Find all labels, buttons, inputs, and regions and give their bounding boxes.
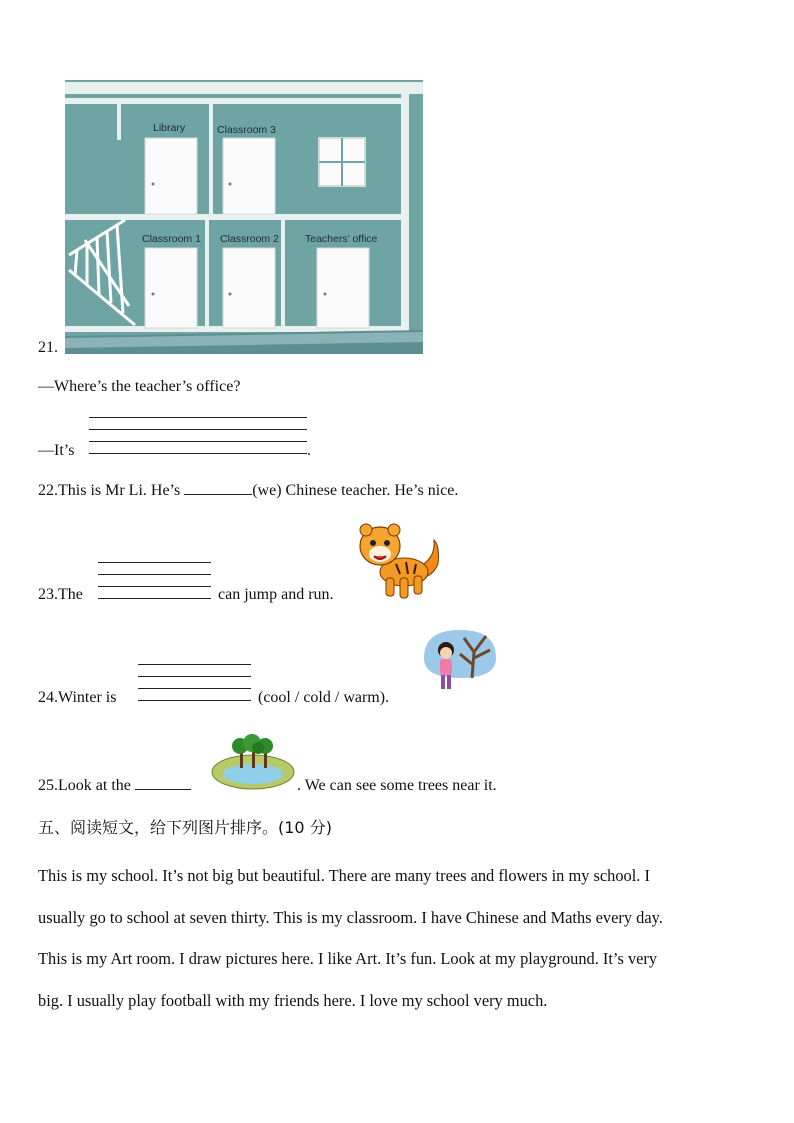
section5-heading: 五、阅读短文，给下列图片排序。(10 分) <box>38 818 332 837</box>
passage-line: This is my Art room. I draw pictures here. I like Art. It’s fun. Look at my playground. It’s very <box>38 949 658 968</box>
library-door <box>145 138 197 214</box>
label-classroom1: Classroom 1 <box>142 233 201 245</box>
teachers-office-door <box>317 248 369 328</box>
q25-line <box>38 777 191 795</box>
q21-question: —Where’s the teacher’s office? <box>38 378 241 395</box>
reading-passage <box>38 855 758 1021</box>
passage-line: big. I usually play football with my friends here. I love my school very much. <box>38 990 548 1010</box>
label-classroom2: Classroom 2 <box>220 233 279 245</box>
classroom3-door <box>223 138 275 214</box>
q23-prefix: 23.The <box>38 586 83 603</box>
q21-number: 21. <box>38 339 58 356</box>
label-classroom3: Classroom 3 <box>217 124 276 136</box>
q21-answer-suffix: . <box>307 442 311 459</box>
q24-suffix: (cool / cold / warm). <box>258 689 390 706</box>
q24-answer-lines[interactable] <box>138 664 251 701</box>
q24-prefix: 24.Winter is <box>38 689 117 706</box>
q22-line <box>38 482 458 500</box>
q25-suffix: . We can see some trees near it. <box>297 777 497 794</box>
girl-tree-picture <box>420 628 500 696</box>
pond-trees-picture <box>210 734 296 792</box>
label-teachers-office: Teachers’ office <box>305 233 378 245</box>
q21-answer-prefix: —It’s <box>38 442 75 459</box>
tiger-picture <box>356 520 444 602</box>
label-library: Library <box>153 122 186 134</box>
q22-prefix: 22.This is Mr Li. He’s <box>38 482 181 499</box>
passage-line: This is my school. It’s not big but beautiful. There are many trees and flowers in my school. I <box>38 866 650 885</box>
classroom2-door <box>223 248 275 328</box>
q23-answer-lines[interactable] <box>98 562 211 599</box>
school-building-picture <box>65 80 423 354</box>
q23-suffix: can jump and run. <box>218 586 334 603</box>
classroom1-door <box>145 248 197 328</box>
q25-answer-blank[interactable] <box>135 789 191 790</box>
q25-prefix: 25.Look at the <box>38 777 131 794</box>
q22-answer-blank[interactable] <box>184 494 252 495</box>
passage-line: usually go to school at seven thirty. This is my classroom. I have Chinese and Maths every day. <box>38 907 663 927</box>
q21-answer-lines[interactable] <box>89 417 307 454</box>
q22-suffix: (we) Chinese teacher. He’s nice. <box>252 482 459 499</box>
